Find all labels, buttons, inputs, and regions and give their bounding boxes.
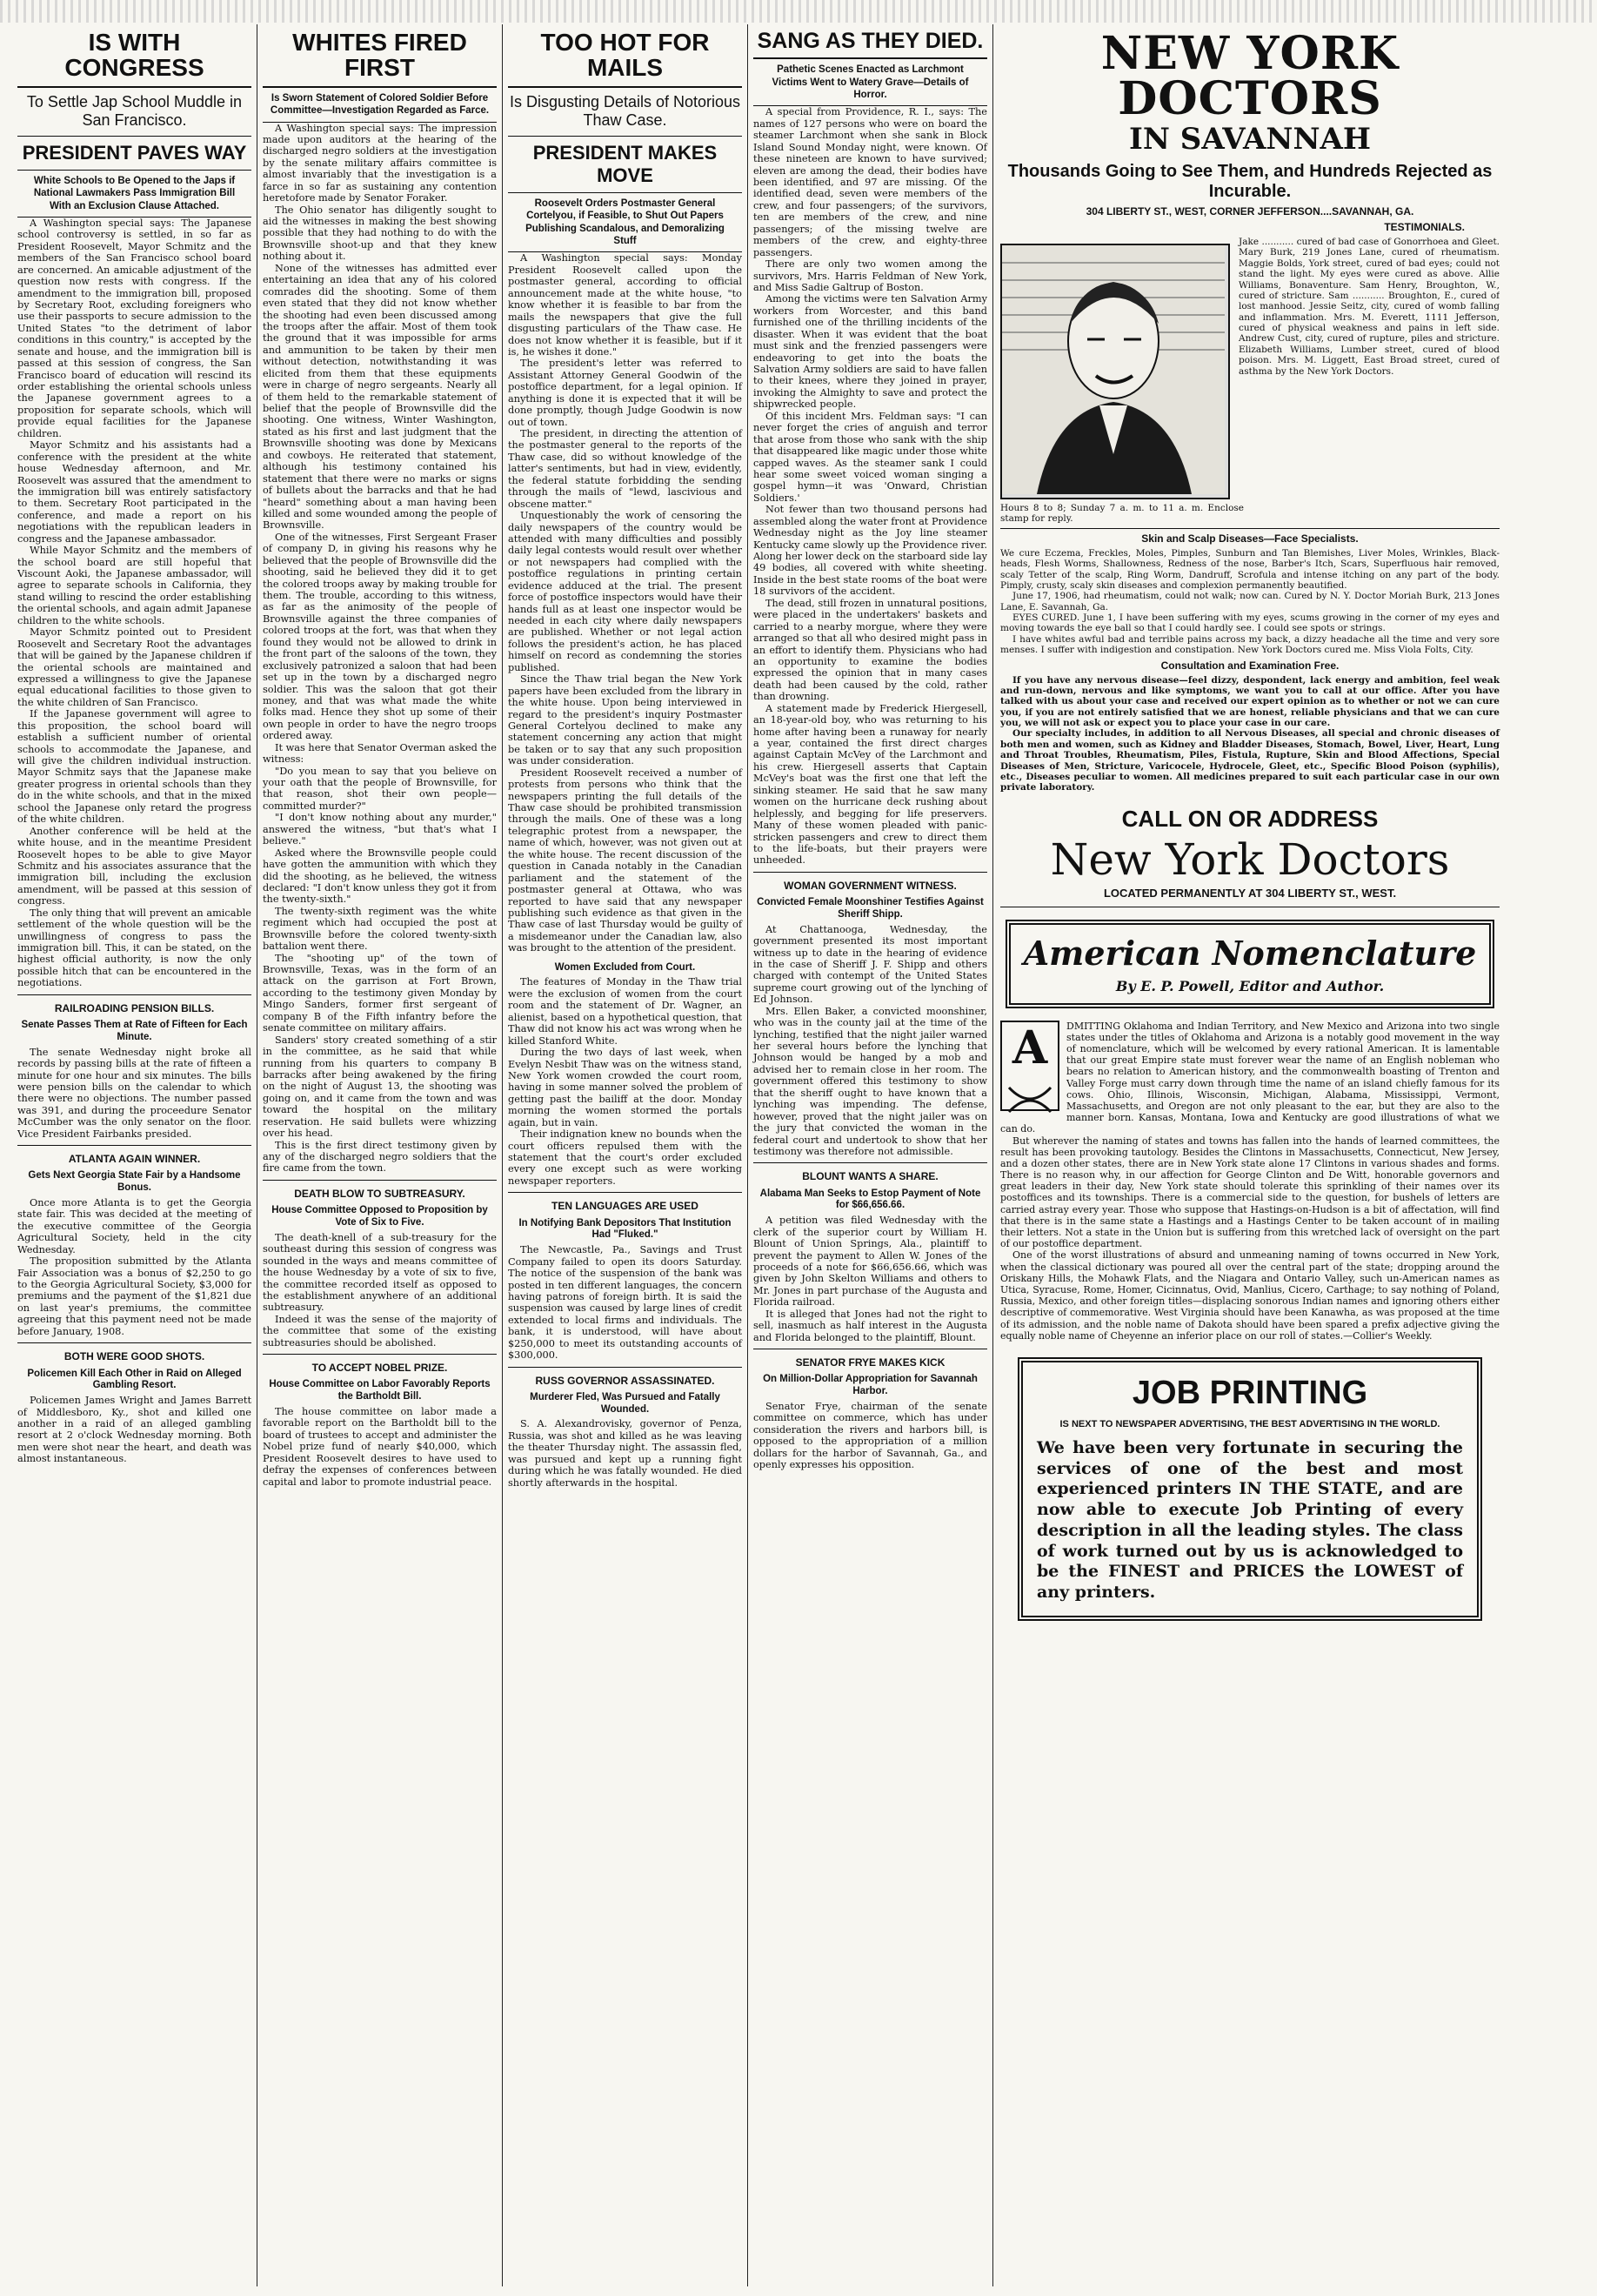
article-paragraph: Not fewer than two thousand persons had assembled along the water front at Providence Wednesday night as the Joy line steamer Kentucky came slowly up the Providence river. Along her lower deck on the starboard side lay 49 bodies, all covered with white sheeting. Inside in the best state rooms of the boat were 18 survivors of the accident. — [753, 504, 987, 598]
deck-white-schools: White Schools to Be Opened to the Japs if National Lawmakers Pass Immigration Bill With an Exclusion Clause Attached. — [17, 171, 251, 218]
deck-president-paves: PRESIDENT PAVES WAY — [17, 137, 251, 171]
nomenclature-paragraph: But wherever the naming of states and towns has fallen into the hands of learned committees, the result has been provoking tautology. Besides the Clintons in Massachusetts, Connecticut, New Jersey, and a dozen other states, there are in New York state alone 17 Clintons in various shades and forms. There is no reason why, in our affection for George Clinton and De Witt, honorable governors and great leaders in their day, New York state should tolerate this sprinkling of their names over its postoffices and its townships. There is a commercial side to the question, for bushels of letters are carried astray every year. Those who suppose that Hastings-on-Hudson is a bit of affectation, will find that there is in the same state a Hastings and a Hastings Center to be taken account of in mailing their letters. Not a state in the Union but is suffering from this wretched lack of oversight on the part of our postoffice department. — [1000, 1135, 1500, 1250]
article-paragraph: Policemen James Wright and James Barrett of Middlesboro, Ky., shot and killed one another in a raid of an alleged gambling resort at 2 o'clock Wednesday morning. Both men were shot near the heart, and death was almost instantaneous. — [17, 1395, 251, 1465]
headline-congress: IS WITH CONGRESS — [17, 24, 251, 88]
advertisement-column — [993, 24, 1507, 2286]
article-paragraph: Once more Atlanta is to get the Georgia state fair. This was decided at the meeting of the executive committee of the Georgia Agricultural Society, held in the city Wednesday. — [17, 1196, 251, 1255]
doctor-portrait — [1000, 244, 1230, 499]
deck-shots: Policemen Kill Each Other in Raid on Alleged Gambling Resort. — [27, 1368, 242, 1391]
deck-president-move: PRESIDENT MAKES MOVE — [508, 137, 742, 193]
testimonials-heading: TESTIMONIALS. — [1384, 221, 1465, 233]
article-paragraph: S. A. Alexandrovisky, governor of Penza, Russia, was shot and killed as he was leaving the theater Thursday night. The assassin fled, was pursued and kept up a running fight during which he was fatally wounded. He died shortly afterwards in the hospital. — [508, 1418, 742, 1489]
job-printing-title: JOB PRINTING — [1132, 1374, 1368, 1411]
article-paragraph: Mrs. Ellen Baker, a convicted moonshiner, who was in the county jail at the time of the lynching, testified that the night jailer warned her several hours before the lynching that Johnson would be hanged by a mob and advised her to remain close in her room. The government offered this testimony to show that the sheriff ought to have known that a lynching was impending. The defense, however, proved that the night jailer was on the jury that convicted the woman in the federal court and undertook to show that her testimony was therefore not admissible. — [753, 1005, 987, 1157]
deck-frye: On Million-Dollar Appropriation for Savannah Harbor. — [763, 1374, 978, 1397]
ad-subtitle: IN SAVANNAH — [1128, 122, 1372, 157]
deck-nobel: House Committee on Labor Favorably Reports the Bartholdt Bill. — [269, 1379, 491, 1402]
article-paragraph: The death-knell of a sub-treasury for the southeast during this session of congress was sounded in the ways and means committee of the house Wednesday by a vote of six to five, the committee recorded itself as opposed to the establishment anywhere of an additional subtreasury. — [263, 1231, 497, 1314]
ny-doctors-name: New York Doctors — [1050, 833, 1450, 885]
nomenclature-title: American Nomenclature — [1023, 933, 1477, 973]
article-paragraph: Of this incident Mrs. Feldman says: "I can never forget the cries of anguish and terror that arose from those who sank with the ship that disappeared like magic under those white capped waves. As the steamer sank I could hear some sweet voiced woman singing a gospel hymn—it was 'Onward, Christian Soldiers.' — [753, 410, 987, 504]
headline-nobel: TO ACCEPT NOBEL PRIZE. — [263, 1354, 497, 1376]
ad-tagline: Thousands Going to See Them, and Hundreds Rejected as Incurable. — [1007, 162, 1493, 201]
article-paragraph: Unquestionably the work of censoring the daily newspapers of the country would be attended with many difficulties and possibly daily legal contests would result over whether or not newspapers had complied with the postoffice regulations in printing certain evidence adduced at the trial. The present force of postoffice inspectors would have their hands full as at least one inspector would be needed in each city where daily newspapers are published. Whether or not legal action follows the president's action, he has placed himself on record as condemning the stories published. — [508, 510, 742, 673]
headline-subtreasury: DEATH BLOW TO SUBTREASURY. — [263, 1180, 497, 1202]
article-paragraph: Asked where the Brownsville people could have gotten the ammunition with which they did the shooting, as he believed, the witness declared: "I don't know unless they got it from the twenty-sixth." — [263, 847, 497, 906]
headline-frye: SENATOR FRYE MAKES KICK — [753, 1349, 987, 1371]
article-paragraph: At Chattanooga, Wednesday, the government presented its most important witness up to date in the hearing of evidence in the case of Sheriff J. F. Shipp and others charged with contempt of the United States supreme court growing out of the lynching of Ed Johnson. — [753, 923, 987, 1006]
article-paragraph: If the Japanese government will agree to this proposition, the school board will establish a sufficient number of oriental schools to accommodate the Japanese, and will give the children individual instruction. Mayor Schmitz says that the Japanese make greater progress in oriental schools than they do in the white schools, and that in the mixed school the Japanese only retard the progress of the white children. — [17, 708, 251, 826]
headline-ten-languages: TEN LANGUAGES ARE USED — [508, 1192, 742, 1215]
article-paragraph: Another conference will be held at the white house, and in the meantime President Roosevelt hopes to be able to give Mayor Schmitz and his associates assurance that the immigration bill, including the exclusion amendment, will be passed at this session of congress. — [17, 825, 251, 907]
testimonials-text: Jake ........... cured of bad case of Gonorrhoea and Gleet. Mary Burk, 219 Jones Lane, cured of rheumatism. Maggie Bolds, York street, cured of bad eyes; could not stand the light. My eyes were cured as above. Allie Williams, Bonaventure. Sam Henry, Broughton, W., cured of stricture. Sam ........... Broughton, E., cured of lost manhood. Jessie Seitz, city, cured of womb falling and inflammation. Mrs. M. Everett, 1111 Jefferson, cured of physical weakness and pains in left side. Andrew Cust, city, cured of rupture, piles and stricture. Elizabeth Williams, Lumber street, cured of blood poison. Mrs. M. Liggett, East Broad street, cured of asthma by the New York Doctors. — [1239, 237, 1500, 377]
article-paragraph: A special from Providence, R. I., says: The names of 127 persons who were on board the steamer Larchmont when she sank in Block Island Sound Monday night, were known. Of these nineteen are known to have survived; eleven are among the dead, their bodies have been identified, and 97 are missing. Of the identified dead, seven were members of the crew, and four passengers; of the survivors, ten are members of the crew, and nine passengers; of the missing twelve are members of the crew, and eighty-three passengers. — [753, 106, 987, 258]
job-printing-box — [1018, 1357, 1482, 1621]
deck-jap-school: To Settle Jap School Muddle in San Francisco. — [17, 88, 251, 137]
article-paragraph: "Do you mean to say that you believe on your oath that the people of Brownsville, for that reason, shot their own people—committed murder?" — [263, 765, 497, 812]
consultation-free: Consultation and Examination Free. — [1160, 659, 1340, 672]
headline-shots: BOTH WERE GOOD SHOTS. — [17, 1342, 251, 1365]
page-edge — [0, 0, 1597, 23]
article-paragraph: President Roosevelt received a number of protests from persons who think that the newspapers printing the full details of the Thaw case should be prohibited transmission through the mails. One of these was a long telegraphic protest from a newspaper, the name of which, however, was not given out at the white house. The recent discussion of the question in Canada notably in the Canadian parliament and the statement of the postmaster general at Ottawa, who was reported to have said that any newspaper publishing such evidence as that given in the Thaw case of last Thursday would be guilty of a misdemeanor under the Canadian law, also was brought to the attention of the president. — [508, 766, 742, 954]
article-paragraph: One of the witnesses, First Sergeant Fraser of company D, in giving his reasons why he believed that the people of Brownsville did the shooting, said he believed they did it to get the colored troops away by making trouble for them. The trouble, according to this witness, as far as the animosity of the people of Brownsville against the three companies of colored troops at the fort, was that when they found they would not be allowed to drink in the front part of the saloons of the town, they exclusively patronized a saloon that had been set up in the town by a discharged negro soldier. This was the saloon that got their money, and that was what made the white folks mad. Hence they shot up some of their own people in order to have the negro troops ordered away. — [263, 531, 497, 742]
headline-pension: RAILROADING PENSION BILLS. — [17, 994, 251, 1017]
article-paragraph: The house committee on labor made a favorable report on the Bartholdt bill to the board of trustees to accept and administer the Nobel prize fund of nearly $40,000, which President Roosevelt desires to have used to defray the expenses of conferences between capital and labor to promote industrial peace. — [263, 1406, 497, 1488]
column-3 — [503, 24, 748, 2286]
deck-sworn-statement: Is Sworn Statement of Colored Soldier Before Committee—Investigation Regarded as Farce. — [263, 88, 497, 123]
article-paragraph: This is the first direct testimony given by any of the discharged negro soldiers that the fire came from the town. — [263, 1139, 497, 1175]
deck-russ-governor: Murderer Fled, Was Pursued and Fatally Wounded. — [530, 1391, 720, 1415]
ad-title: NEW YORK DOCTORS — [1100, 27, 1400, 125]
burk-testimonial: June 17, 1906, had rheumatism, could not walk; now can. Cured by N. Y. Doctor Moriah Burk, 213 Jones Lane, E. Savannah, Ga. — [1000, 591, 1500, 612]
article-paragraph: The president's letter was referred to Assistant Attorney General Goodwin of the postoffice department, for a legal opinion. If anything is done it is expected that it will be done promptly, though Judge Goodwin is now out of town. — [508, 358, 742, 428]
article-paragraph: While Mayor Schmitz and the members of the school board are still hopeful that Viscount Aoki, the Japanese ambassador, will agree to separate schools in California, they stand willing to rescind the order establishing the oriental schools, and again admit Japanese children to the white schools. — [17, 545, 251, 626]
nomenclature-article — [1000, 1021, 1500, 1342]
deck-thaw-case: Is Disgusting Details of Notorious Thaw Case. — [508, 88, 742, 137]
column-layout — [12, 24, 1585, 2286]
job-printing-subtitle: IS NEXT TO NEWSPAPER ADVERTISING, THE BEST ADVERTISING IN THE WORLD. — [1059, 1418, 1440, 1429]
eyes-testimonial: EYES CURED. June 1, I have been suffering with my eyes, scums growing in the corner of my eyes and moving towards the eye ball so that I could hardly see. I could see spots or strings. — [1000, 612, 1500, 634]
portrait-engraving — [1002, 245, 1225, 494]
column-2 — [257, 24, 503, 2286]
deck-ten-languages: In Notifying Bank Depositors That Institution Had "Fluked." — [518, 1217, 732, 1241]
headline-woman-witness: WOMAN GOVERNMENT WITNESS. — [753, 872, 987, 894]
deck-blount: Alabama Man Seeks to Estop Payment of Note for $66,656.66. — [759, 1188, 981, 1211]
skin-text: We cure Eczema, Freckles, Moles, Pimples, Sunburn and Tan Blemishes, Liver Moles, Wrinkles, Black-heads, Flesh Worms, Shallowness, Redness of the nose, Barber's Itch, Scars, Superfluous hair removed, scaly Tetter of the scalp, Ring Worm, Dandruff, Scrofula and intense itching on any part of the body. Pimply, crusty, scaly skin diseases and complexion permanently beautified. — [1000, 547, 1500, 591]
column-1 — [12, 24, 257, 2286]
headline-sang: SANG AS THEY DIED. — [753, 24, 987, 59]
article-paragraph: The dead, still frozen in unnatural positions, were placed in the undertakers' baskets and carried to a nearby morgue, where they were arranged so that all who desired might pass in an effort to identify them. Physicians who had an opportunity to examine the bodies expressed the opinion that in many cases death had been caused by the cold, rather than drowning. — [753, 597, 987, 703]
testimonials-block — [1000, 237, 1500, 503]
article-paragraph: Among the victims were ten Salvation Army workers from Worcester, and this band furnished one of the thrilling incidents of the disaster. When it was evident that the boat must sink and the frenzied passengers were endeavoring to get into the boats the Salvation Army soldiers are said to have fallen to their knees, where they joined in prayer, invoking the Almighty to save and protect the shipwrecked people. — [753, 293, 987, 411]
office-hours: Hours 8 to 8; Sunday 7 a. m. to 11 a. m. Enclose stamp for reply. — [1000, 503, 1244, 525]
article-paragraph: Mayor Schmitz pointed out to President Roosevelt and Secretary Root the advantages that will be gained by the Japanese children if the oriental schools are maintained and expressed a willingness to give the Japanese equal educational facilities to those given to the white children of San Francisco. — [17, 626, 251, 708]
article-paragraph: The president, in directing the attention of the postmaster general to the reports of the Thaw case, did so without knowledge of the latter's sentiments, but had in view, evidently, the federal statute forbidding the sending through the mails of "lewd, lascivious and obscene matter." — [508, 428, 742, 510]
article-paragraph: Since the Thaw trial began the New York papers have been excluded from the library in the white house. Upon being interviewed in regard to the president's inquiry Postmaster General Cortelyou declined to make any statement concerning any action that might be taken or to say that any such proposition was under consideration. — [508, 673, 742, 767]
nomenclature-box — [1006, 920, 1494, 1008]
deck-cortelyou: Roosevelt Orders Postmaster General Cortelyou, if Feasible, to Shut Out Papers Publishing Scandalous, and Demoralizing Stuff — [508, 193, 742, 253]
article-paragraph: Their indignation knew no bounds when the court officers repulsed them with the statement that the court's order excluded every one except such as were working newspaper reporters. — [508, 1128, 742, 1187]
article-paragraph: There are only two women among the survivors, Mrs. Harris Feldman of New York, and Miss Sadie Galtrup of Boston. — [753, 258, 987, 293]
article-paragraph: The senate Wednesday night broke all records by passing bills at the rate of fifteen a minute for one hour and six minutes. The bills were pension bills on the calendar to which there were no objections. The number passed was 391, and during the proceedure Senator McCumber was the only senator on the floor. Vice President Fairbanks presided. — [17, 1046, 251, 1140]
folts-testimonial: I have whites awful bad and terrible pains across my back, a dizzy headache all the time and very sore menses. I suffer with indigestion and constipation. New York Doctors cured me. Miss Viola Folts, City. — [1000, 633, 1500, 656]
nervous-text: If you have any nervous disease—feel dizzy, despondent, lack energy and ambition, feel weak and run-down, nervous and like symptoms, we want you to call at our office. After you have talked with us about your case and received our expert opinion as to whether or not we can cure you, if you are not entirely satisfied that we are honest, reliable physicians and that we can cure you, we will not ask or expect you to place your case in our care. — [1000, 674, 1500, 728]
deck-atlanta: Gets Next Georgia State Fair by a Handsome Bonus. — [28, 1170, 241, 1194]
drop-cap-ornament — [1004, 1084, 1056, 1115]
subhead-women-excluded: Women Excluded from Court. — [554, 961, 696, 973]
nomenclature-paragraph: One of the worst illustrations of absurd and unmeaning naming of towns occurred in New York, when the classical dictionary was poured all over the central part of the state; dropping around the Oriskany Hills, the Mohawk Flats, and the Niagara and Ontario Valley, such un-American names as Utica, Syracuse, Rome, Homer, Cicinnatus, Ovid, Manlius, Cicero, Carthage; to say nothing of Poland, Russia, Mexico, and other foreign titles—displacing sonorous Indian names and ignoring others either descriptive of commemorative. West Virginia should have been Kanawha, as was proposed at the time of its admission, and the noble name of Dakota should have been spared a prefix adjective giving the equally noble name of Cheyenne an inferior place on our roll of states.—Collier's Weekly. — [1000, 1249, 1500, 1342]
drop-cap-letter: A — [1012, 1021, 1048, 1074]
article-paragraph: It was here that Senator Overman asked the witness: — [263, 741, 497, 766]
headline-too-hot: TOO HOT FOR MAILS — [508, 24, 742, 88]
nomenclature-byline: By E. P. Powell, Editor and Author. — [1115, 977, 1385, 994]
article-paragraph: "I don't know nothing about any murder," answered the witness, "but that's what I believe." — [263, 812, 497, 847]
article-paragraph: A Washington special says: The Japanese school controversy is settled, in so far as President Roosevelt, Mayor Schmitz and the members of the San Francisco school board are concerned. An amicable adjustment of the question now rests with congress. If the amendment to the immigration bill, proposed by Secretary Root, excluding foreigners who use their passports to secure admission to the United States "to the detriment of labor conditions in this country," is accepted by the senate and house, and the immigration bill is passed at this session of congress, the San Francisco board of education will rescind its order establishing the oriental schools unless the Japanese government agrees to a proposition for separate schools, which will provide equal facilities for the Japanese children. — [17, 217, 251, 439]
headline-whites-fired: WHITES FIRED FIRST — [263, 24, 497, 88]
article-paragraph: The proposition submitted by the Atlanta Fair Association was a bonus of $2,250 to go to the Georgia Agricultural Society, $3,000 for premiums and the payment of the $1,821 due on last year's premiums, the committee agreeing that this payment need not be made before January, 1908. — [17, 1255, 251, 1337]
divider — [1000, 528, 1500, 529]
article-paragraph: The features of Monday in the Thaw trial were the exclusion of women from the court room and the statement of Dr. Wagner, an alienist, based on a hypothetical question, that Thaw did not know his act was wrong when he killed Stanford White. — [508, 976, 742, 1047]
article-paragraph: The Ohio senator has diligently sought to aid the witnesses in making the best showing possible that they had nothing to do with the Brownsville shoot-up and that they knew nothing about it. — [263, 204, 497, 263]
deck-pension: Senate Passes Them at Rate of Fifteen for Each Minute. — [21, 1020, 248, 1042]
article-paragraph: The twenty-sixth regiment was the white regiment which had occupied the post at Brownsville before the colored twenty-sixth battalion went there. — [263, 905, 497, 953]
article-paragraph: Sanders' story created something of a stir in the committee, as he said that while running from his quarters to company B barracks after being awakened by the firing on the night of August 13, the shooting was going on, and it came from the town and was toward the hospital on the military reservation. He said bullets were whizzing over his head. — [263, 1034, 497, 1140]
drop-cap — [1000, 1021, 1059, 1111]
headline-blount: BLOUNT WANTS A SHARE. — [753, 1162, 987, 1185]
article-paragraph: Senator Frye, chairman of the senate committee on commerce, which has under consideration the rivers and harbors bill, is opposed to the appropriation of a million dollars for the harbor of Savannah, Ga., and openly expresses his opposition. — [753, 1400, 987, 1471]
headline-atlanta: ATLANTA AGAIN WINNER. — [17, 1145, 251, 1168]
article-paragraph: None of the witnesses has admitted ever entertaining an idea that any of his colored comrades did the shooting. Some of them even stated that they did not know whether the shooting had even been discussed among the troops after the affair. Most of them took the ground that it was impossible for arms and ammunition to be taken by their men without detection, notwithstanding it was elicited from them that these equipments were in charge of negro sergeants. Nearly all of them held to the remarkable statement of belief that the people of Brownsville did the shooting. One witness, Winter Washington, stated as his first and last judgment that the Brownsville shooting was done by Mexicans and cowboys. He reiterated that statement, although his testimony contained his statement that there were no marks or signs of bullets about the barracks and that he had "heard" something about a man having been killed and some wounded among the people of Brownsville. — [263, 262, 497, 532]
deck-subtreasury: House Committee Opposed to Proposition by Vote of Six to Five. — [271, 1205, 488, 1228]
article-paragraph: Indeed it was the sense of the majority of the committee that some of the existing subtreasuries should be abolished. — [263, 1313, 497, 1349]
article-paragraph: A petition was filed Wednesday with the clerk of the superior court by William H. Blount of Union Springs, Ala., plaintiff to prevent the payment to Allen W. Jones of the proceeds of a note for $66,656.66, which was given by John Skelton Williams and others to Mr. Jones in part purchase of the Augusta and Florida railroad. — [753, 1215, 987, 1309]
article-paragraph: A Washington special says: The impression made upon auditors at the hearing of the discharged negro soldiers at the investigation by the senate military affairs committee is almost invariably that the investigation is a farce in so far as sustaining any contention heretofore made by Senator Foraker. — [263, 122, 497, 204]
nomenclature-paragraph: DMITTING Oklahoma and Indian Territory, and New Mexico and Arizona into two single states under the titles of Oklahoma and Arizona is a notably good movement in the way of nomenclature, which will be welcomed by every rational American. It is lamentable that our great Empire state must forever wear the name of an English nobleman who bears no relation to American history, and the commonwealth boasting of Trenton and Valley Forge must carry down through time the name of an island chiefly famous for its cows. Ohio, Illinois, Wisconsin, Michigan, Alabama, Mississippi, Vermont, Massachusetts, and Oregon are not only pleasant to the ear, but they are also to the manner born. Kansas, Montana, Iowa and Kentucky are good illustrations of what we can do. — [1000, 1020, 1500, 1135]
specialty-text: Our specialty includes, in addition to all Nervous Diseases, all special and chronic diseases of both men and women, such as Kidney and Bladder Diseases, Stomach, Bowel, Liver, Heart, Lung and Throat Troubles, Rheumatism, Piles, Fistula, Rupture, Skin and Blood Affections, Special Diseases of Men, Stricture, Varicocele, Hydrocele, Gleet, etc., Specific Blood Poison (syphilis), etc., Diseases peculiar to women. All medicines prepared to suit each particular case in our own private laboratory. — [1000, 728, 1500, 793]
located-line: LOCATED PERMANENTLY AT 304 LIBERTY ST., WEST. — [1000, 887, 1500, 907]
skin-heading: Skin and Scalp Diseases—Face Specialists. — [1141, 532, 1359, 545]
column-4 — [748, 24, 993, 2286]
deck-larchmont: Pathetic Scenes Enacted as Larchmont Victims Went to Watery Grave—Details of Horror. — [753, 59, 987, 106]
article-paragraph: A Washington special says: Monday President Roosevelt called upon the postmaster general, according to official announcement made at the white house, "to know whether it is feasible to bar from the mails the newspapers that give the full disgusting particulars of the Thaw case. He does not know whether it is feasible, but if it is, he wishes it done." — [508, 252, 742, 358]
article-paragraph: Mayor Schmitz and his assistants had a conference with the president at the white house Wednesday afternoon, and Mr. Roosevelt was assured that the amendment to the immigration bill was entirely satisfactory to them. Secretary Root participated in the conference, and made a report on his negotiations with the republican leaders in congress and the Japanese ambassador. — [17, 439, 251, 545]
job-printing-text: We have been very fortunate in securing the services of one of the best and most experienced printers IN THE STATE, and are now able to execute Job Printing of every description in all the leading styles. The class of work turned out by us is acknowledged to be the FINEST and PRICES the LOWEST of any printers. — [1037, 1437, 1463, 1603]
article-paragraph: A statement made by Frederick Hiergesell, an 18-year-old boy, who was returning to his home after having been a runaway for nearly a year, contained the first direct charges against Captain McVey of the Larchmont and his crew. Hiergesell asserts that Captain McVey's boat was the first one that left the sinking steamer. He said that he saw many women on the hurricane deck rushing about helplessly, and begging for life preservers. Many of these women pleaded with panic-stricken passengers and crew to direct them to the life-boats, but their prayers were unheeded. — [753, 702, 987, 867]
article-paragraph: The "shooting up" of the town of Brownsville, Texas, was in the form of an attack on the garrison at Fort Brown, according to the testimony given Monday by Mingo Sanders, former first sergeant of company B of the Fifth infantry before the senate committee on military affairs. — [263, 952, 497, 1034]
call-on-heading: CALL ON OR ADDRESS — [1121, 805, 1379, 832]
deck-woman-witness: Convicted Female Moonshiner Testifies Against Sheriff Shipp. — [757, 897, 984, 920]
article-paragraph: The Newcastle, Pa., Savings and Trust Company failed to open its doors Saturday. The notice of the suspension of the bank was posted in ten different languages, the concern having patrons of foreign birth. It is said the suspension was caused by large lines of credit extended to local firms and individuals. The bank, it is understood, will have about $250,000 to meet its outstanding accounts of $300,000. — [508, 1244, 742, 1362]
article-paragraph: During the two days of last week, when Evelyn Nesbit Thaw was on the witness stand, New York women crowded the court room, having in some manner solved the problem of getting past the bailiff at the door. Monday morning the women stormed the portals again, but in vain. — [508, 1047, 742, 1128]
article-paragraph: It is alleged that Jones had not the right to sell, inasmuch as half interest in the Augusta and Florida belonged to the plaintiff, Blount. — [753, 1308, 987, 1343]
article-paragraph: The only thing that will prevent an amicable settlement of the whole question will be the unwillingness of congress to pass the immigration bill. This, it can be stated, on the highest official authority, is now the only possible hitch that can be encountered in the negotiations. — [17, 907, 251, 989]
headline-russ-governor: RUSS GOVERNOR ASSASSINATED. — [508, 1367, 742, 1389]
ad-address: 304 LIBERTY ST., WEST, CORNER JEFFERSON....SAVANNAH, GA. — [1086, 205, 1414, 218]
